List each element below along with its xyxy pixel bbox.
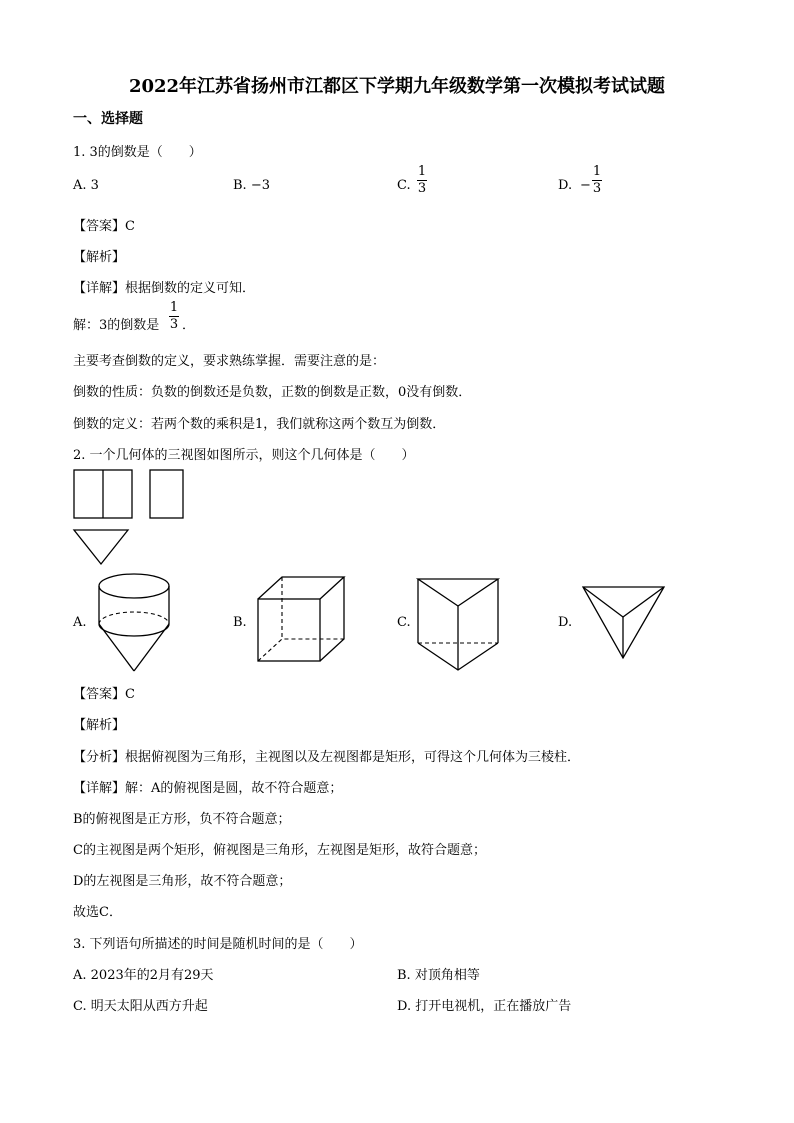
q1-property-line: 倒数的性质：负数的倒数还是负数，正数的倒数是正数，0没有倒数．: [73, 385, 472, 400]
q1-solution-fraction: [169, 301, 179, 332]
q3-stem: 3. 下列语句所描述的时间是随机时间的是（ ）: [73, 937, 363, 952]
q2-line-c: C的主视图是两个矩形，俯视图是三角形，左视图是矩形，故符合题意；: [73, 843, 486, 858]
q1-option-d-label: D.: [558, 178, 573, 193]
side-view: [150, 470, 183, 518]
q1-option-d-fraction: [592, 165, 602, 196]
q1-option-c-fraction: [417, 165, 427, 196]
q1-stem: 1. 3的倒数是（ ）: [73, 145, 202, 160]
q2-analysis: 【解析】: [73, 718, 126, 733]
front-view: [74, 470, 132, 518]
fraction-denominator: 3: [592, 181, 602, 196]
q1-option-c-label: C.: [397, 178, 411, 193]
top-view: [74, 530, 128, 564]
q2-conclusion: 故选C．: [73, 905, 122, 920]
cube-solid: [252, 573, 352, 669]
q1-solution-prefix: 解：3的倒数是: [73, 318, 160, 333]
fraction-numerator: 1: [592, 164, 602, 179]
q1-detail: 【详解】根据倒数的定义可知．: [73, 281, 256, 296]
q2-option-c-label: C.: [397, 615, 411, 630]
q1-solution-suffix: ．: [182, 318, 196, 333]
triangular-pyramid-solid: [580, 583, 670, 663]
q2-option-b-label: B.: [233, 615, 247, 630]
cylinder-cone-solid: [90, 570, 190, 676]
q1-analysis: 【解析】: [73, 250, 126, 265]
q1-option-b: B. −3: [233, 178, 270, 193]
q2-line-b: B的俯视图是正方形，负不符合题意；: [73, 812, 291, 827]
q2-answer: 【答案】C: [73, 687, 135, 702]
page-title: 2022年江苏省扬州市江都区下学期九年级数学第一次模拟考试试题: [128, 76, 666, 97]
section-heading: 一、选择题: [73, 111, 143, 127]
q2-stem: 2. 一个几何体的三视图如图所示，则这个几何体是（ ）: [73, 448, 415, 463]
q1-definition-line: 倒数的定义：若两个数的乘积是1，我们就称这两个数互为倒数．: [73, 417, 446, 432]
fraction-denominator: 3: [169, 317, 179, 332]
triangular-prism-solid: [414, 574, 504, 672]
q1-option-d-sign: −: [580, 178, 591, 193]
q2-detail: 【详解】解：A的俯视图是圆，故不符合题意；: [73, 781, 343, 796]
q3-option-d: D. 打开电视机，正在播放广告: [397, 999, 572, 1014]
q3-option-a: A. 2023年的2月有29天: [73, 968, 214, 983]
fraction-denominator: 3: [417, 181, 427, 196]
q2-option-a-label: A.: [73, 615, 87, 630]
q3-option-c: C. 明天太阳从西方升起: [73, 999, 208, 1014]
q2-line-d: D的左视图是三角形，故不符合题意；: [73, 874, 292, 889]
q3-option-b: B. 对顶角相等: [397, 968, 480, 983]
q1-answer: 【答案】C: [73, 219, 135, 234]
three-view-figure: [70, 466, 200, 570]
q1-note-line: 主要考查倒数的定义，要求熟练掌握．需要注意的是：: [73, 354, 386, 369]
q2-option-d-label: D.: [558, 615, 573, 630]
q1-option-a: A. 3: [73, 178, 99, 193]
q2-fenxi: 【分析】根据俯视图为三角形，主视图以及左视图都是矩形，可得这个几何体为三棱柱．: [73, 750, 581, 765]
fraction-numerator: 1: [417, 164, 427, 179]
fraction-numerator: 1: [169, 300, 179, 315]
